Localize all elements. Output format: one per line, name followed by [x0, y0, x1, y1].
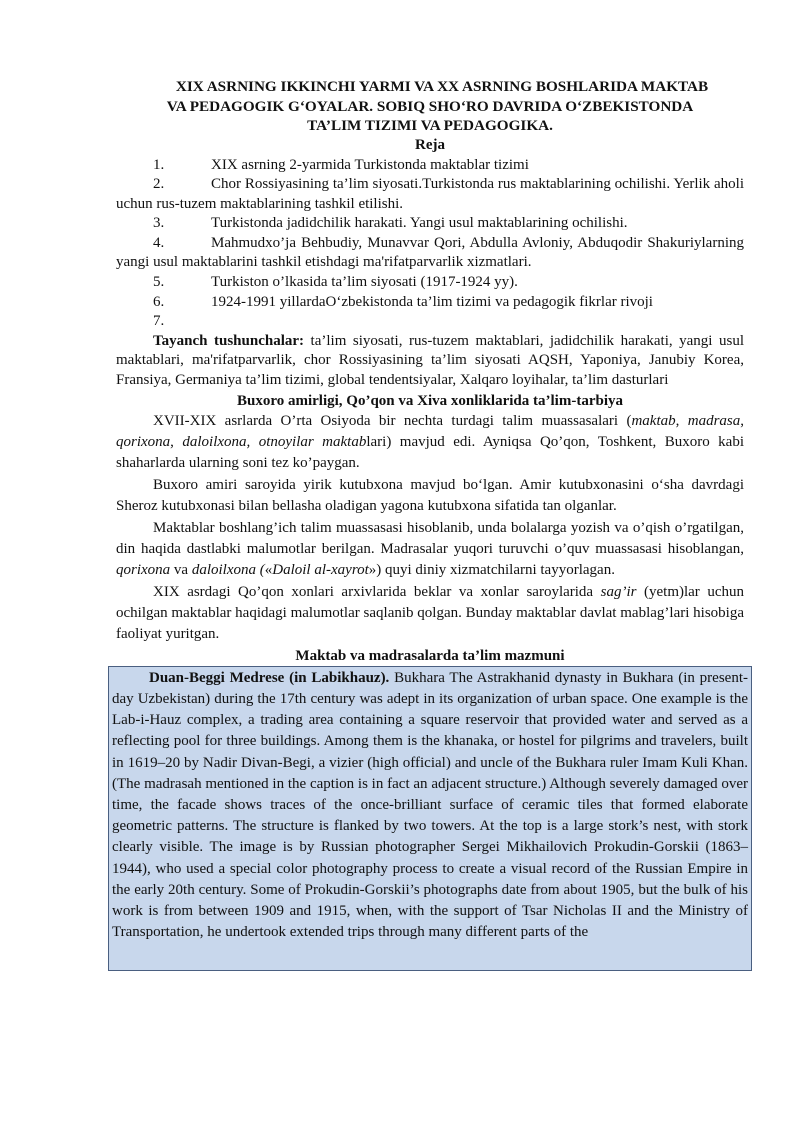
text-run: Maktablar boshlang’ich talim muassasasi hisoblanib, unda bolalarga yozish va o’qish o’rgatilgan, din haqida dastlabki malumotlar berilgan. Madrasalar yuqori turuvchi o’quv muassasasi hisoblangan, — [116, 519, 744, 557]
title-line-2: VA PEDAGOGIK G‘OYALAR. SOBIQ SHO‘RO DAVRIDA O‘ZBEKISTONDA — [166, 97, 694, 115]
key-concepts-label: Tayanch tushunchalar: — [153, 332, 305, 349]
text-run: (yetm)lar uchun ochilgan maktablar haqidagi malumotlar saqlanib qolgan. Bunday maktablar davlat mablag’lari hisobiga faoliyat yuritgan. — [116, 583, 744, 643]
reja-item-4 — [116, 234, 744, 273]
reja-item-number: 3. — [153, 215, 165, 232]
box-paragraph — [112, 668, 748, 944]
italic-term: qorixona — [116, 562, 171, 579]
italic-term: qorixona — [116, 433, 171, 450]
text-run: XVII-XIX asrlarda O’rta Osiyoda bir nechta turdagi talim muassasalari ( — [153, 412, 632, 429]
body-paragraph-3 — [116, 518, 744, 582]
box-title: Duan-Beggi Medrese (in Labikhauz). — [149, 669, 390, 686]
reja-item-text: Mahmudxo’ja Behbudiy, Munavvar Qori, Abdulla Avloniy, Abduqodir Shakuriylarning yangi usul maktablarini tashkil etishdagi ma'rifatparvarlik xizmatlari. — [116, 234, 744, 271]
reja-list — [116, 156, 744, 332]
body-paragraph-1 — [116, 411, 744, 475]
section-heading-education: Buxoro amirligi, Qo’qon va Xiva xonliklarida ta’lim-tarbiya — [237, 392, 623, 409]
reja-item-number: 6. — [153, 293, 165, 310]
reja-item-text: 1924-1991 yillardaO‘zbekistonda ta’lim tizimi va pedagogik fikrlar rivoji — [211, 293, 653, 310]
reja-heading: Reja — [415, 136, 445, 153]
text-run: , — [675, 412, 688, 429]
document-title — [116, 77, 744, 136]
reja-item-number: 7. — [153, 313, 165, 330]
body-paragraph-2: Buxoro amiri saroyida yirik kutubxona mavjud bo‘lgan. Amir kutubxonasini o‘sha davrdagi Sheroz kutubxonasi bilan bellasha oladigan yagona kutubxona sifatida tan olganlar. — [116, 476, 744, 514]
key-concepts-paragraph — [116, 332, 744, 391]
reja-item-number: 5. — [153, 274, 165, 291]
italic-term: sag’ir — [600, 583, 637, 600]
reja-item-7 — [116, 312, 744, 332]
text-run: XIX asrdagi Qo’qon xonlari arxivlarida beklar va xonlar saroylarida — [153, 583, 601, 600]
italic-term: daloilxona, otnoyilar maktab — [182, 433, 367, 450]
text-run: , — [170, 433, 183, 450]
text-run: lari) mavjud edi. Ayniqsa Qo’qon, Toshkent, Buxoro kabi shaharlarda ularning soni tez ko’paygan. — [116, 433, 744, 472]
reja-item-number: 4. — [153, 234, 165, 251]
reja-item-text: Turkistonda jadidchilik harakati. Yangi usul maktablarining ochilishi. — [211, 215, 628, 232]
italic-term: daloilxona ( — [191, 562, 265, 579]
text-run: , — [740, 412, 745, 429]
reja-item-2 — [116, 175, 744, 214]
reja-item-number: 1. — [153, 156, 165, 173]
document-page — [112, 77, 748, 971]
title-line-1: XIX ASRNING IKKINCHI YARMI VA XX ASRNING BOSHLARIDA MAKTAB — [175, 78, 709, 95]
text-run: va — [170, 562, 192, 579]
reja-item-number: 2. — [153, 176, 165, 193]
highlighted-text-box — [108, 666, 752, 971]
title-line-3: TA’LIM TIZIMI VA PEDAGOGIKA. — [307, 117, 553, 134]
reja-item-text: Turkiston o’lkasida ta’lim siyosati (1917-1924 yy). — [211, 274, 518, 291]
reja-item-3 — [116, 214, 744, 234]
reja-item-text: XIX asrning 2-yarmida Turkistonda maktablar tizimi — [211, 156, 529, 173]
reja-item-5 — [116, 273, 744, 293]
italic-term: Daloil al-xayrot — [272, 562, 369, 579]
text-run: « — [264, 562, 273, 579]
section-heading-content: Maktab va madrasalarda ta’lim mazmuni — [295, 647, 565, 664]
text-run: ») quyi diniy xizmatchilarni tayyorlagan. — [368, 562, 615, 579]
reja-item-1 — [116, 156, 744, 176]
box-text: Bukhara The Astrakhanid dynasty in Bukhara (in present-day Uzbekistan) during the 17th century was adept in its organization of urban space. One example is the Lab-i-Hauz complex, a trading area containing a square reservoir that provided water and served as a reflecting pool for three buildings. Among them is the khanaka, or hostel for pilgrims and travelers, built in 1619–20 by Nadir Divan-Begi, a vizier (high official) and uncle of the Bukhara ruler Imam Kuli Khan. (The madrasah mentioned in the caption is in fact an adjacent structure.) Although severely damaged over time, the facade shows traces of the once-brilliant surface of ceramic tiles that formed elaborate geometric patterns. The structure is flanked by two towers. At the top is a large stork’s nest, with stork clearly visible. The image is by Russian photographer Sergei Mikhailovich Prokudin-Gorskii (1863–1944), who used a special color photography process to create a visual record of the Russian Empire in the early 20th century. Some of Prokudin-Gorskii’s photographs date from about 1905, but the bulk of his work is from between 1909 and 1915, when, with the support of Tsar Nicholas II and the Ministry of Transportation, he undertook extended trips through many different parts of the — [112, 669, 748, 941]
key-concepts-text: ta’lim siyosati, rus-tuzem maktablari, jadidchilik harakati, yangi usul maktablari, ma'rifatparvarlik, chor Rossiyasining ta’lim siyosati AQSH, Yaponiya, Janubiy Korea, Fransiya, Germaniya ta’lim tizimi, global tendentsiyalar, Xalqaro loyihalar, ta’lim dasturlari — [116, 332, 744, 389]
reja-item-text: Chor Rossiyasining ta’lim siyosati.Turkistonda rus maktablarining ochilishi. Yerlik aholi uchun rus-tuzem maktablarining tashkil etilishi. — [116, 176, 744, 212]
italic-term: maktab — [631, 412, 676, 429]
body-paragraph-4 — [116, 582, 744, 646]
reja-item-6 — [116, 293, 744, 313]
italic-term: madrasa — [687, 412, 741, 429]
